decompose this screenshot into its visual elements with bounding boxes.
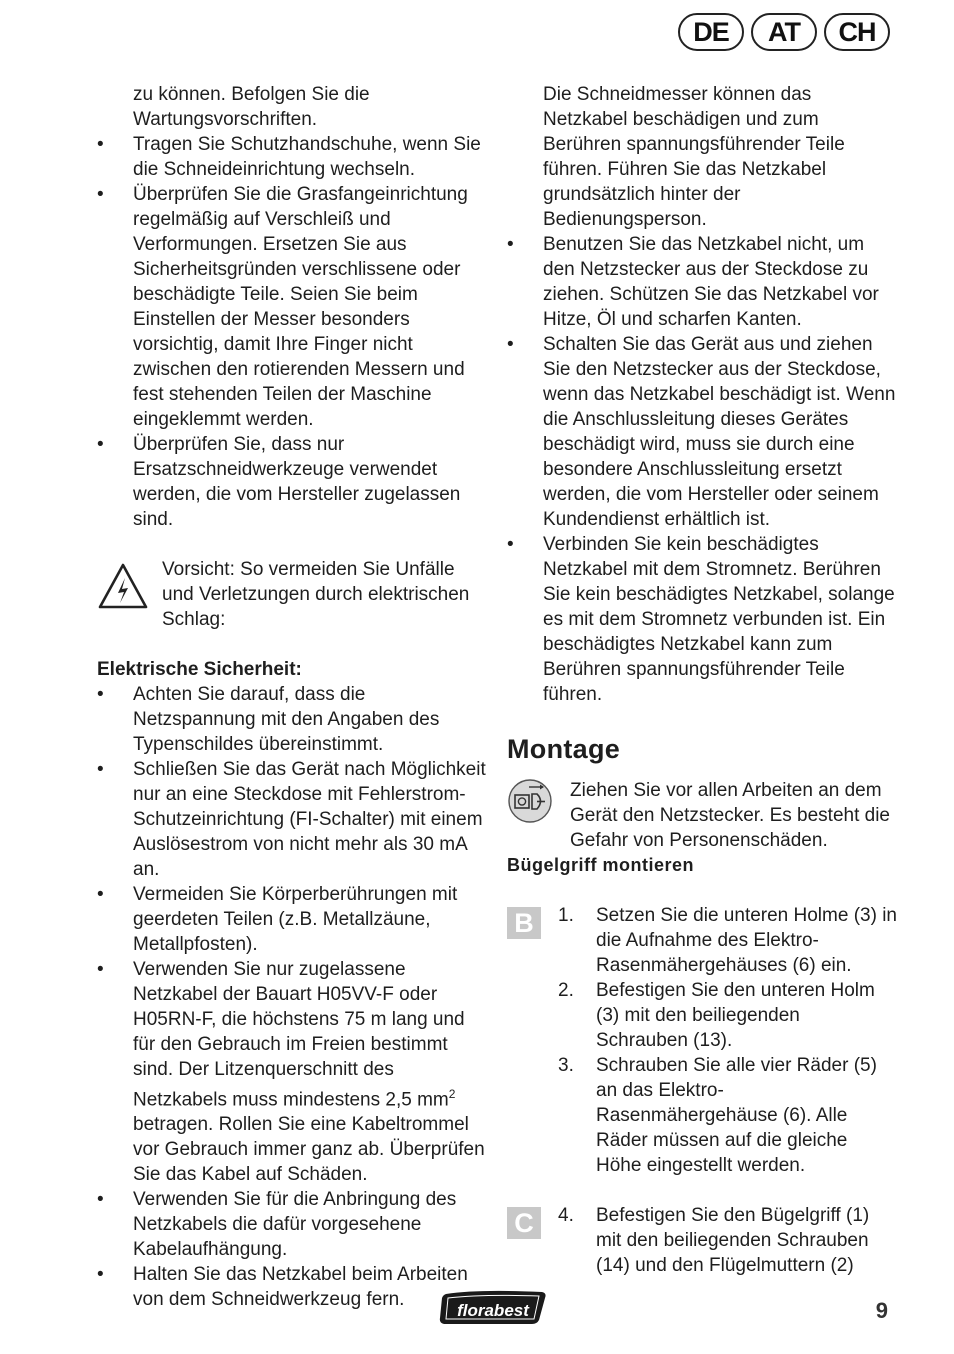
list-item: • Achten Sie darauf, dass die Netzspannung mit den Angaben des Typenschildes übereinstimmt. bbox=[97, 682, 489, 757]
list-item: • Schalten Sie das Gerät aus und ziehen Sie den Netzstecker aus der Steckdose, wenn das Netzkabel beschädigt ist. Wenn die Anschlussleitung dieses Gerätes beschädigt wird, muss sie durch eine besondere Anschlussleitung ersetzt werden, die vom Hersteller oder seinem Kundendienst erhältlich ist. bbox=[507, 332, 897, 532]
list-item: • Überprüfen Sie die Grasfangeinrichtung regelmäßig auf Verschleiß und Verformungen. Ersetzen Sie aus Sicherheitsgründen verschlissene oder beschädigte Teile. Seien Sie beim Einstellen der Messer besonders vorsichtig, damit Ihre Finger nicht zwischen den rotierenden Messern und fest stehenden Teilen der Maschine eingeklemmt werden. bbox=[97, 182, 489, 432]
step-item bbox=[507, 1203, 897, 1278]
superscript: 2 bbox=[448, 1087, 456, 1101]
list-item: • Überprüfen Sie, dass nur Ersatzschneidwerkzeuge verwendet werden, die vom Hersteller zugelassen sind. bbox=[97, 432, 489, 532]
figure-reference-c: C bbox=[507, 1207, 541, 1239]
safety-list bbox=[97, 132, 489, 532]
subsection-heading: Bügelgriff montieren bbox=[507, 855, 695, 875]
list-item: • Tragen Sie Schutzhandschuhe, wenn Sie die Schneideinrichtung wechseln. bbox=[97, 132, 489, 182]
step-text: Befestigen Sie den unteren Holm (3) mit den beiliegenden Schrauben (13). bbox=[596, 980, 875, 1051]
continued-text: zu können. Befolgen Sie die Wartungsvorschriften. bbox=[133, 84, 370, 130]
country-badges bbox=[678, 13, 890, 51]
list-item bbox=[97, 957, 489, 1187]
steps-list bbox=[507, 903, 897, 1178]
section-heading: Elektrische Sicherheit: bbox=[97, 659, 302, 680]
logo-wordmark: florabest bbox=[457, 1301, 529, 1320]
right-column bbox=[507, 82, 897, 1278]
list-item: • Halten Sie das Netzkabel beim Arbeiten von dem Schneidwerkzeug fern. bbox=[97, 1262, 489, 1312]
unplug-icon bbox=[507, 778, 553, 824]
list-item: • Schließen Sie das Gerät nach Möglichkeit nur an eine Steckdose mit Fehlerstrom-Schutzeinrichtung (FI-Schalter) mit einem Auslösestrom von nicht mehr als 30 mA an. bbox=[97, 757, 489, 882]
left-column bbox=[97, 82, 489, 1312]
florabest-logo bbox=[438, 1288, 549, 1326]
cable-safety-list bbox=[507, 232, 897, 707]
figure-reference-b: B bbox=[507, 907, 541, 939]
warning-text: Vorsicht: So vermeiden Sie Unfälle und Verletzungen durch elektrischen Schlag: bbox=[162, 559, 470, 630]
step-number: 3. bbox=[558, 1055, 574, 1076]
step-group-c bbox=[507, 1203, 897, 1278]
step-number: 2. bbox=[558, 980, 574, 1001]
step-item bbox=[507, 903, 897, 978]
continued-text: Die Schneidmesser können das Netzkabel beschädigen und zum Berühren spannungsführender Teile führen. Führen Sie das Netzkabel grundsätzlich hinter der Bedienungsperson. bbox=[543, 84, 845, 230]
steps-list bbox=[507, 1203, 897, 1278]
step-text: Schrauben Sie alle vier Räder (5) an das Elektro-Rasenmähergehäuse (6). Alle Räder müssen auf die gleiche Höhe eingestellt werden. bbox=[596, 1055, 877, 1176]
step-item bbox=[507, 1053, 897, 1178]
country-badge-at: AT bbox=[751, 13, 817, 51]
list-item: • Verwenden Sie für die Anbringung des Netzkabels die dafür vorgesehene Kabelaufhängung. bbox=[97, 1187, 489, 1262]
electrical-safety-list bbox=[97, 682, 489, 1312]
electric-hazard-icon bbox=[97, 561, 149, 613]
country-badge-ch: CH bbox=[824, 13, 890, 51]
section-title: Montage bbox=[507, 734, 621, 764]
step-number: 1. bbox=[558, 905, 574, 926]
cable-text: Verwenden Sie nur zugelassene Netzkabel der Bauart H05VV-F oder H05RN-F, die höchstens 75 m lang und für den Gebrauch im Freien bestimmt sind. Der Litzenquerschnitt des Netzkabels muss mindestens 2,5 mm bbox=[133, 959, 465, 1111]
cable-text-end: betragen. Rollen Sie eine Kabeltrommel vor Gebrauch immer ganz ab. Überprüfen Sie das Kabel auf Schäden. bbox=[133, 1114, 485, 1186]
electric-warning bbox=[97, 557, 489, 632]
list-item: • Benutzen Sie das Netzkabel nicht, um den Netzstecker aus der Steckdose zu ziehen. Schützen Sie das Netzkabel vor Hitze, Öl und scharfen Kanten. bbox=[507, 232, 897, 332]
step-group-b bbox=[507, 903, 897, 1178]
assembly-steps bbox=[507, 903, 897, 1278]
note-text: Ziehen Sie vor allen Arbeiten an dem Gerät den Netzstecker. Es besteht die Gefahr von Personenschäden. bbox=[570, 780, 891, 851]
step-item bbox=[507, 978, 897, 1053]
list-item: • Vermeiden Sie Körperberührungen mit geerdeten Teilen (z.B. Metallzäune, Metallpfosten). bbox=[97, 882, 489, 957]
unplug-note bbox=[507, 778, 897, 853]
country-badge-de: DE bbox=[678, 13, 744, 51]
list-item: • Verbinden Sie kein beschädigtes Netzkabel mit dem Stromnetz. Berühren Sie kein beschädigtes Netzkabel, solange es mit dem Stromnetz verbunden ist. Ein beschädigtes Netzkabel kann zum Berühren spannungsführender Teile führen. bbox=[507, 532, 897, 707]
step-text: Befestigen Sie den Bügelgriff (1) mit den beiliegenden Schrauben (14) und den Flügelmuttern (2) bbox=[596, 1205, 870, 1276]
page-number: 9 bbox=[875, 1298, 888, 1323]
step-number: 4. bbox=[558, 1205, 574, 1226]
step-text: Setzen Sie die unteren Holme (3) in die Aufnahme des Elektro-Rasenmähergehäuses (6) ein. bbox=[596, 905, 897, 976]
